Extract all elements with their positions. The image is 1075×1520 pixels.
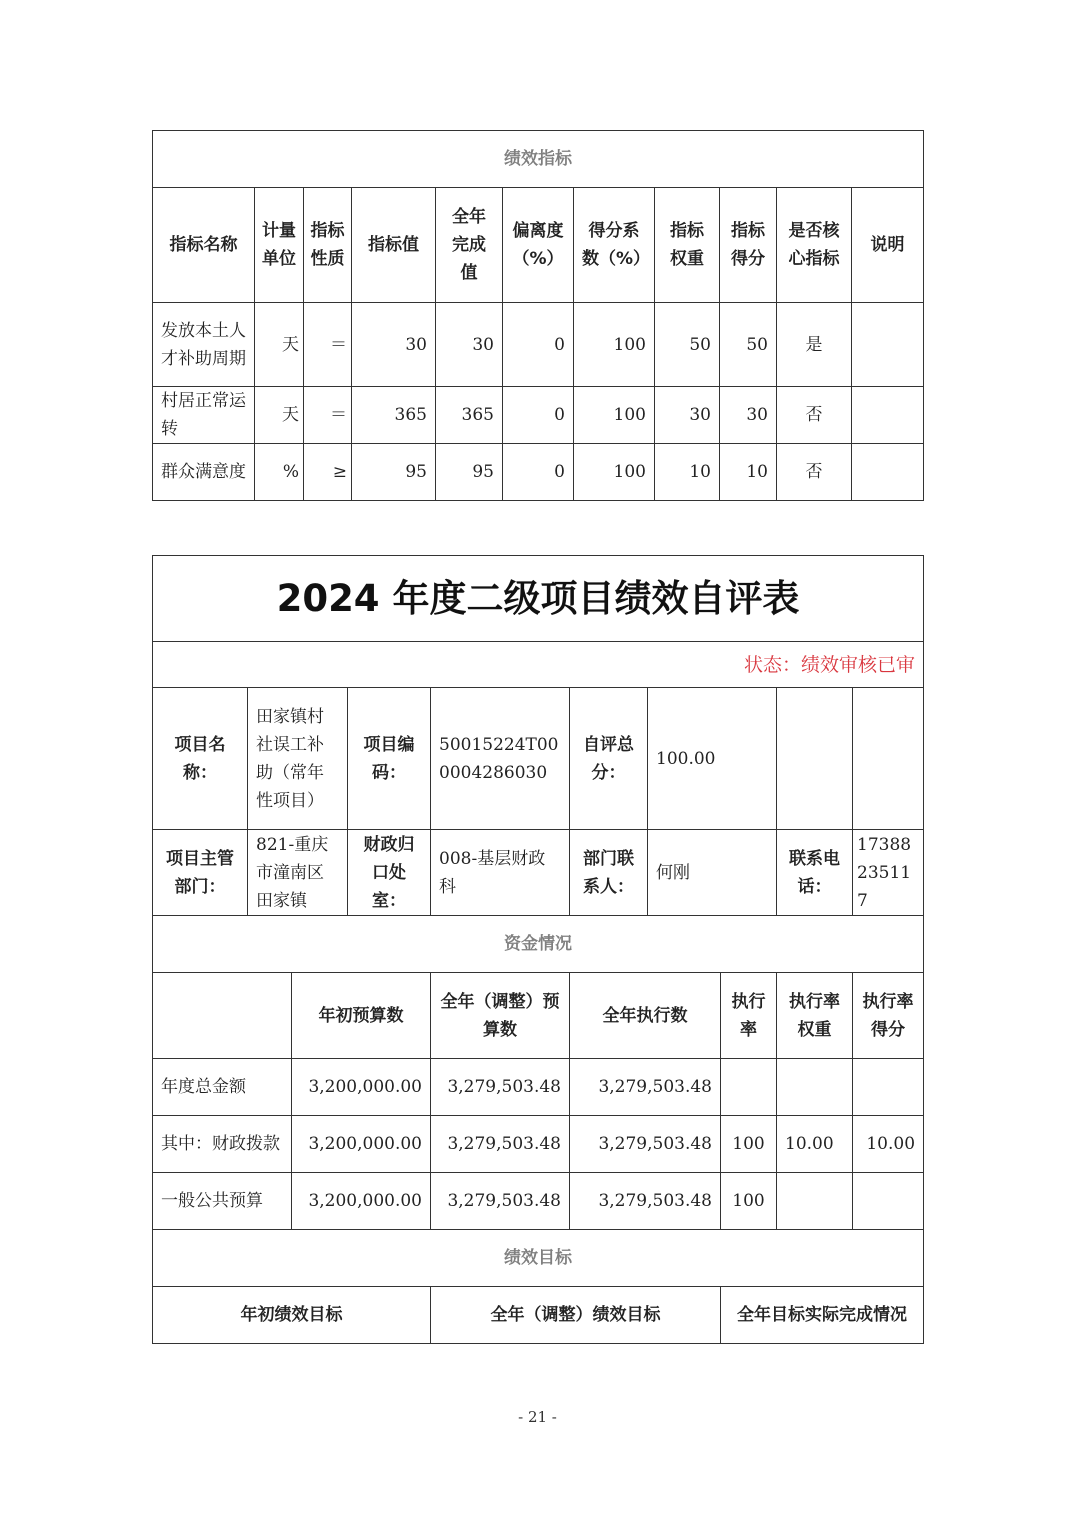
funds-weight: 10.00 bbox=[777, 1116, 853, 1173]
header-weight: 指标权重 bbox=[655, 188, 720, 303]
funds-header-initial: 年初预算数 bbox=[292, 973, 431, 1059]
funds-header-rate: 执行率 bbox=[721, 973, 777, 1059]
status-label: 状态：绩效审核已审 bbox=[153, 642, 924, 688]
empty-cell bbox=[853, 688, 924, 830]
header-score: 指标得分 bbox=[720, 188, 777, 303]
form-title: 2024 年度二级项目绩效自评表 bbox=[153, 556, 924, 642]
table-row bbox=[153, 1116, 924, 1173]
indicator-unit: 天 bbox=[255, 303, 304, 387]
table-row bbox=[153, 1059, 924, 1116]
dept-value: 821-重庆市潼南区田家镇 bbox=[248, 830, 348, 916]
funds-score bbox=[853, 1059, 924, 1116]
funds-adjusted: 3,279,503.48 bbox=[431, 1173, 570, 1230]
funds-header-executed: 全年执行数 bbox=[570, 973, 721, 1059]
indicator-nature: ＝ bbox=[304, 303, 352, 387]
indicator-note bbox=[852, 387, 924, 444]
funds-adjusted: 3,279,503.48 bbox=[431, 1059, 570, 1116]
table-row bbox=[153, 1173, 924, 1230]
project-name-value: 田家镇村社误工补助（常年性项目） bbox=[248, 688, 348, 830]
header-coef: 得分系数（%） bbox=[574, 188, 655, 303]
self-evaluation-form bbox=[152, 555, 924, 1344]
empty-cell bbox=[777, 688, 853, 830]
section-title-perf-indicators: 绩效指标 bbox=[153, 131, 924, 188]
funds-initial: 3,200,000.00 bbox=[292, 1173, 431, 1230]
indicator-coef: 100 bbox=[574, 387, 655, 444]
indicator-actual: 95 bbox=[436, 444, 503, 501]
funds-header-blank bbox=[153, 973, 292, 1059]
section-title-funds: 资金情况 bbox=[153, 916, 924, 973]
indicator-coef: 100 bbox=[574, 444, 655, 501]
finance-label: 财政归口处室： bbox=[348, 830, 431, 916]
header-core: 是否核心指标 bbox=[777, 188, 852, 303]
funds-header-weight: 执行率权重 bbox=[777, 973, 853, 1059]
indicator-coef: 100 bbox=[574, 303, 655, 387]
contact-value: 何刚 bbox=[648, 830, 777, 916]
contact-label: 部门联系人： bbox=[570, 830, 648, 916]
header-deviation: 偏离度（%） bbox=[503, 188, 574, 303]
dept-label: 项目主管部门： bbox=[153, 830, 248, 916]
goals-header-initial: 年初绩效目标 bbox=[153, 1287, 431, 1344]
header-indicator-name: 指标名称 bbox=[153, 188, 255, 303]
performance-indicators-table bbox=[152, 130, 924, 501]
indicator-weight: 10 bbox=[655, 444, 720, 501]
indicator-target: 365 bbox=[352, 387, 436, 444]
funds-initial: 3,200,000.00 bbox=[292, 1059, 431, 1116]
indicator-unit: 天 bbox=[255, 387, 304, 444]
header-actual: 全年完成值 bbox=[436, 188, 503, 303]
funds-header-score: 执行率得分 bbox=[853, 973, 924, 1059]
funds-score bbox=[853, 1173, 924, 1230]
indicator-score: 50 bbox=[720, 303, 777, 387]
indicator-core: 否 bbox=[777, 444, 852, 501]
self-score-value: 100.00 bbox=[648, 688, 777, 830]
indicator-weight: 50 bbox=[655, 303, 720, 387]
finance-value: 008-基层财政科 bbox=[431, 830, 570, 916]
goals-header-adjusted: 全年（调整）绩效目标 bbox=[431, 1287, 721, 1344]
indicator-core: 否 bbox=[777, 387, 852, 444]
funds-row-label: 年度总金额 bbox=[153, 1059, 292, 1116]
header-target: 指标值 bbox=[352, 188, 436, 303]
table-row bbox=[153, 387, 924, 444]
indicator-weight: 30 bbox=[655, 387, 720, 444]
funds-weight bbox=[777, 1059, 853, 1116]
funds-header-adjusted: 全年（调整）预算数 bbox=[431, 973, 570, 1059]
funds-row-label: 其中：财政拨款 bbox=[153, 1116, 292, 1173]
indicator-nature: ≥ bbox=[304, 444, 352, 501]
indicator-target: 95 bbox=[352, 444, 436, 501]
self-score-label: 自评总分： bbox=[570, 688, 648, 830]
indicator-nature: ＝ bbox=[304, 387, 352, 444]
funds-rate bbox=[721, 1059, 777, 1116]
header-unit: 计量单位 bbox=[255, 188, 304, 303]
indicator-deviation: 0 bbox=[503, 387, 574, 444]
phone-value: 17388235117 bbox=[853, 830, 924, 916]
funds-executed: 3,279,503.48 bbox=[570, 1059, 721, 1116]
indicator-score: 30 bbox=[720, 387, 777, 444]
header-note: 说明 bbox=[852, 188, 924, 303]
project-name-label: 项目名称： bbox=[153, 688, 248, 830]
header-nature: 指标性质 bbox=[304, 188, 352, 303]
indicator-score: 10 bbox=[720, 444, 777, 501]
indicator-name: 群众满意度 bbox=[153, 444, 255, 501]
indicator-deviation: 0 bbox=[503, 303, 574, 387]
indicator-actual: 365 bbox=[436, 387, 503, 444]
indicator-target: 30 bbox=[352, 303, 436, 387]
funds-executed: 3,279,503.48 bbox=[570, 1173, 721, 1230]
indicator-actual: 30 bbox=[436, 303, 503, 387]
indicator-deviation: 0 bbox=[503, 444, 574, 501]
table-row bbox=[153, 303, 924, 387]
indicator-note bbox=[852, 444, 924, 501]
indicator-unit: % bbox=[255, 444, 304, 501]
funds-adjusted: 3,279,503.48 bbox=[431, 1116, 570, 1173]
funds-weight bbox=[777, 1173, 853, 1230]
indicator-note bbox=[852, 303, 924, 387]
indicator-name: 村居正常运转 bbox=[153, 387, 255, 444]
section-title-goals: 绩效目标 bbox=[153, 1230, 924, 1287]
funds-initial: 3,200,000.00 bbox=[292, 1116, 431, 1173]
indicator-name: 发放本土人才补助周期 bbox=[153, 303, 255, 387]
page-number: - 21 - bbox=[518, 1408, 557, 1426]
funds-executed: 3,279,503.48 bbox=[570, 1116, 721, 1173]
project-code-value: 50015224T000004286030 bbox=[431, 688, 570, 830]
funds-rate: 100 bbox=[721, 1173, 777, 1230]
phone-label: 联系电话： bbox=[777, 830, 853, 916]
funds-row-label: 一般公共预算 bbox=[153, 1173, 292, 1230]
goals-header-actual: 全年目标实际完成情况 bbox=[721, 1287, 924, 1344]
funds-score: 10.00 bbox=[853, 1116, 924, 1173]
funds-rate: 100 bbox=[721, 1116, 777, 1173]
table-row bbox=[153, 444, 924, 501]
indicator-core: 是 bbox=[777, 303, 852, 387]
project-code-label: 项目编码： bbox=[348, 688, 431, 830]
